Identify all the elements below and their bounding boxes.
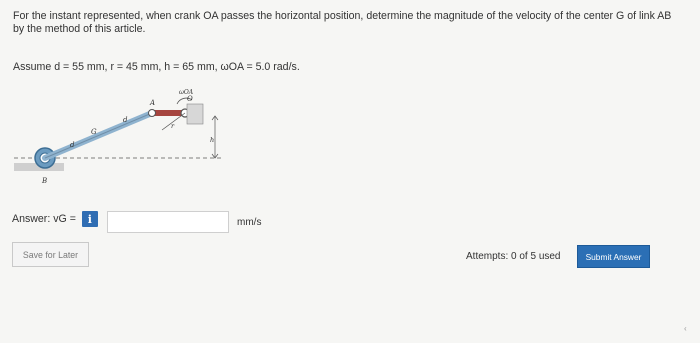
support-o (187, 104, 203, 124)
attempts-counter: Attempts: 0 of 5 used (466, 251, 561, 262)
assumptions-text: Assume d = 55 mm, r = 45 mm, h = 65 mm, ωOA = 5.0 rad/s. (13, 61, 300, 73)
corner-mark: ‹ (684, 324, 687, 333)
pin-a (149, 110, 156, 117)
label-h: h (210, 136, 215, 144)
answer-row (12, 211, 262, 228)
link-ab-edge (45, 113, 152, 158)
answer-label: Answer: vG = (12, 213, 76, 225)
unit-label: mm/s (237, 217, 262, 228)
label-g: G (91, 128, 97, 136)
info-icon[interactable]: i (82, 211, 98, 227)
question-text: For the instant represented, when crank OA passes the horizontal position, determine the magnitude of the velocity of the center G of link AB by the method of this article. (13, 10, 672, 35)
submit-answer-button[interactable]: Submit Answer (577, 245, 650, 268)
label-o: O (187, 95, 193, 103)
label-r: r (171, 122, 175, 130)
save-for-later-button[interactable]: Save for Later (12, 242, 89, 267)
label-d-lower: d (70, 141, 75, 149)
label-a: A (150, 99, 156, 107)
answer-input[interactable] (107, 211, 229, 233)
label-b: B (42, 177, 48, 185)
label-d-upper: d (123, 116, 128, 124)
label-omega: ωOA (179, 89, 194, 96)
mechanism-figure (12, 84, 312, 199)
mechanism-diagram (12, 84, 312, 199)
